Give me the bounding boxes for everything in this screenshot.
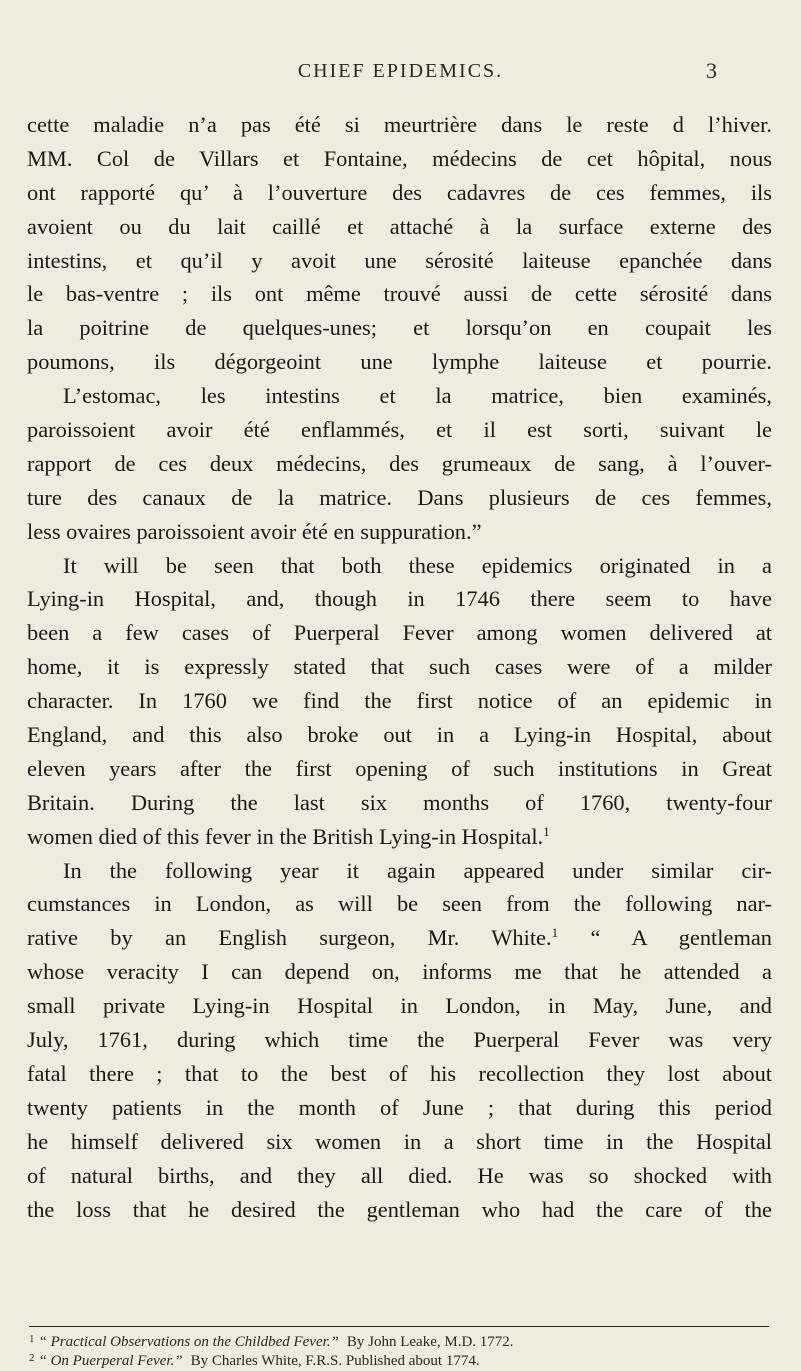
text-line: character. In 1760 we find the first notice of an epidemic in [27, 688, 772, 714]
text-line: L’estomac, les intestins et la matrice, bien examinés, [63, 383, 772, 409]
text-line: whose veracity I can depend on, informs me that he attended a [27, 959, 772, 985]
text-line: July, 1761, during which time the Puerperal Fever was very [27, 1027, 772, 1053]
text-line: cumstances in London, as will be seen from the following nar- [27, 891, 772, 917]
footnote-title: “ On Puerperal Fever.” [38, 1353, 183, 1368]
footnote-title: “ Practical Observations on the Childbed Fever.” [38, 1334, 339, 1349]
text-line: la poitrine de quelques-unes; et lorsqu’on en coupait les [27, 315, 772, 341]
footnote-text: By Charles White, F.R.S. Published about 1774. [190, 1353, 480, 1368]
paragraph-epidemic-origins [27, 549, 772, 854]
body-text [27, 108, 772, 1226]
text-line: home, it is expressly stated that such cases were of a milder [27, 654, 772, 680]
text-line: small private Lying-in Hospital in London, in May, June, and [27, 993, 772, 1019]
page-number: 3 [706, 58, 717, 83]
text-line: cette maladie n’a pas été si meurtrière dans le reste d l’hiver. [27, 112, 772, 137]
footnote [29, 1349, 773, 1368]
footnote-reference: 1 [551, 925, 559, 941]
text-line: Britain. During the last six months of 1760, twenty-four [27, 789, 772, 815]
footnote [29, 1330, 773, 1349]
text-line: ture des canaux de la matrice. Dans plusieurs de ces femmes, [27, 484, 772, 510]
text-line: the loss that he desired the gentleman who had the care of the [27, 1196, 772, 1222]
text-line: he himself delivered six women in a short time in the Hospital [27, 1128, 772, 1154]
text-line [27, 820, 772, 854]
text-line: eleven years after the first opening of such institutions in Great [27, 755, 772, 781]
text-line: fatal there ; that to the best of his recollection they lost about [27, 1060, 772, 1086]
footnote-divider [29, 1326, 769, 1327]
text-line: intestins, et qu’il y avoit une sérosité laiteuse epanchée dans [27, 247, 772, 273]
text-line-content: women died of this fever in the British Lying-in Hospital. [27, 823, 544, 849]
footnotes [29, 1330, 773, 1368]
text-line: less ovaires paroissoient avoir été en suppuration.” [27, 518, 482, 544]
text-line: poumons, ils dégorgeoint une lymphe laiteuse et pourrie. [27, 349, 772, 375]
footnote-text: By John Leake, M.D. 1772. [346, 1334, 514, 1349]
quotation-start: “ A gentleman [590, 925, 772, 951]
paragraph-london-epidemic [27, 854, 772, 1227]
text-line-content: rative by an English surgeon, Mr. White. [27, 925, 552, 951]
text-line: twenty patients in the month of June ; that during this period [27, 1094, 772, 1120]
running-head: CHIEF EPIDEMICS. [297, 60, 504, 82]
text-line: Lying-in Hospital, and, though in 1746 there seem to have [27, 586, 772, 612]
text-line: rapport de ces deux médecins, des grumeaux de sang, à l’ouver- [27, 450, 772, 476]
text-line: England, and this also broke out in a Lying-in Hospital, about [27, 722, 772, 748]
text-line: ont rapporté qu’ à l’ouverture des cadavres de ces femmes, ils [27, 179, 772, 205]
text-line: avoient ou du lait caillé et attaché à la surface externe des [27, 213, 772, 239]
footnote-mark: 2 [29, 1352, 35, 1364]
text-line: le bas-ventre ; ils ont même trouvé aussi de cette sérosité dans [27, 281, 772, 307]
text-line [27, 921, 772, 955]
paragraph-french-quotation [27, 108, 772, 549]
text-line: In the following year it again appeared under similar cir- [63, 857, 772, 883]
text-line: It will be seen that both these epidemics originated in a [63, 552, 772, 578]
text-line: MM. Col de Villars et Fontaine, médecins de cet hôpital, nous [27, 145, 772, 171]
text-line: of natural births, and they all died. He was so shocked with [27, 1162, 772, 1188]
footnote-mark: 1 [29, 1333, 35, 1345]
text-line: paroissoient avoir été enflammés, et il est sorti, suivant le [27, 417, 772, 443]
footnote-reference: 1 [543, 823, 550, 839]
text-line: been a few cases of Puerperal Fever among women delivered at [27, 620, 772, 646]
